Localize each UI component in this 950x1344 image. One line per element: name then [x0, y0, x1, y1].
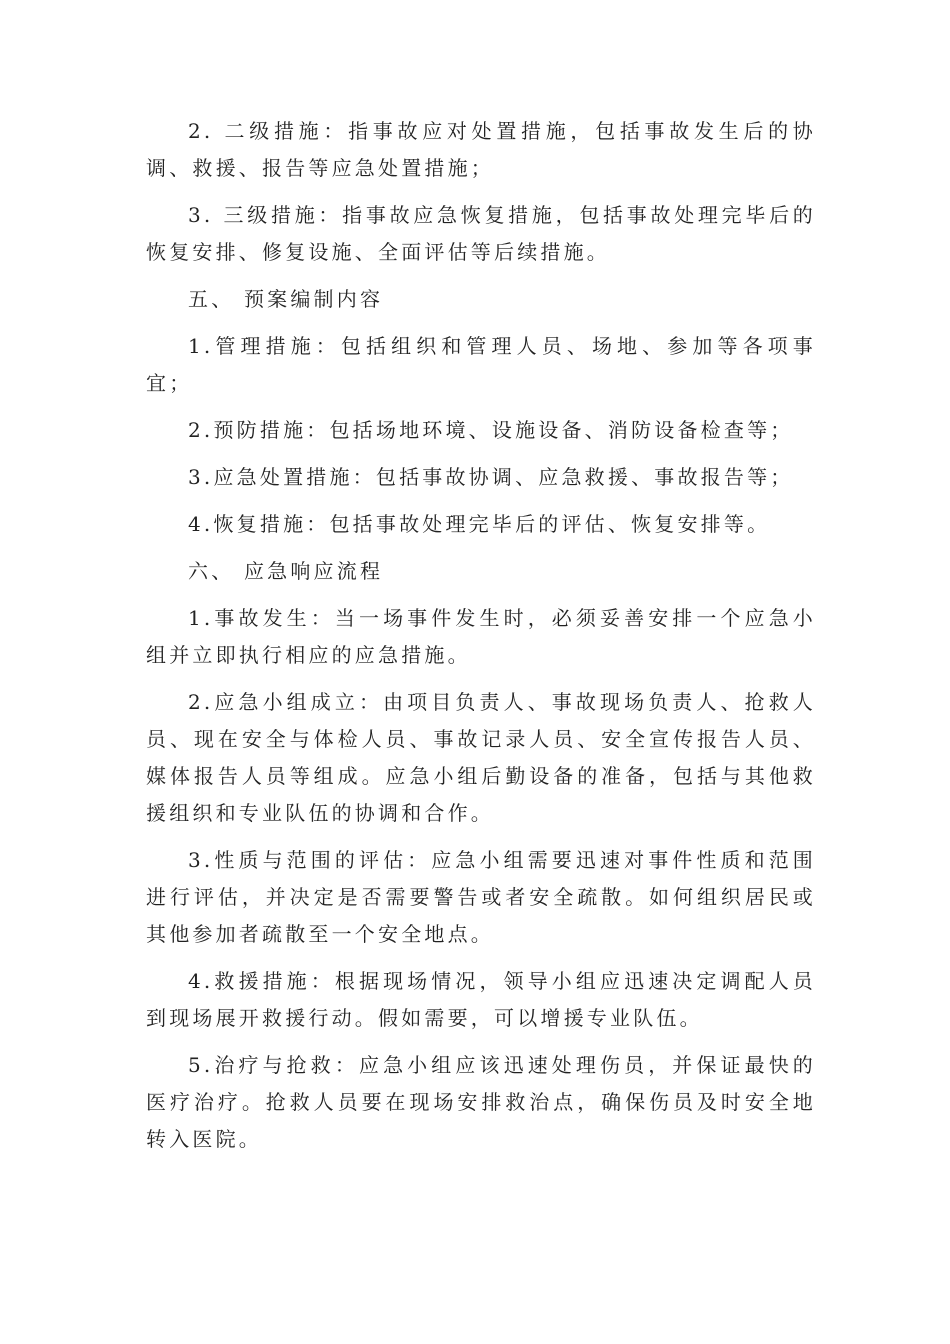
paragraph-rescue-measures: 4.救援措施：根据现场情况，领导小组应迅速决定调配人员到现场展开救援行动。假如需要，可以增援专业队伍。 — [146, 969, 816, 1030]
paragraph-prevention-measures: 2.预防措施：包括场地环境、设施设备、消防设备检查等； — [188, 418, 794, 442]
paragraph-tertiary-measures: 3. 三级措施：指事故应急恢复措施，包括事故处理完毕后的恢复安排、修复设施、全面评估等后续措施。 — [146, 203, 816, 264]
paragraph-secondary-measures: 2. 二级措施：指事故应对处置措施，包括事故发生后的协调、救援、报告等应急处置措施； — [146, 119, 816, 180]
document-body — [146, 113, 816, 1158]
paragraph-management-measures: 1.管理措施：包括组织和管理人员、场地、参加等各项事宜； — [146, 334, 816, 395]
paragraph-team-formation: 2.应急小组成立：由项目负责人、事故现场负责人、抢救人员、现在安全与体检人员、事故记录人员、安全宣传报告人员、媒体报告人员等组成。应急小组后勤设备的准备，包括与其他救援组织和专业队伍的协调和合作。 — [146, 690, 816, 825]
section-heading-plan-content: 五、 预案编制内容 — [188, 287, 384, 311]
paragraph-recovery-measures: 4.恢复措施：包括事故处理完毕后的评估、恢复安排等。 — [188, 512, 771, 536]
paragraph-assessment: 3.性质与范围的评估：应急小组需要迅速对事件性质和范围进行评估，并决定是否需要警告或者安全疏散。如何组织居民或其他参加者疏散至一个安全地点。 — [146, 848, 816, 946]
paragraph-treatment: 5.治疗与抢救：应急小组应该迅速处理伤员，并保证最快的医疗治疗。抢救人员要在现场安排救治点，确保伤员及时安全地转入医院。 — [146, 1053, 816, 1151]
section-heading-response-process: 六、 应急响应流程 — [188, 559, 384, 583]
paragraph-accident-occurs: 1.事故发生：当一场事件发生时，必须妥善安排一个应急小组并立即执行相应的应急措施。 — [146, 606, 816, 667]
paragraph-emergency-handling: 3.应急处置措施：包括事故协调、应急救援、事故报告等； — [188, 465, 794, 489]
